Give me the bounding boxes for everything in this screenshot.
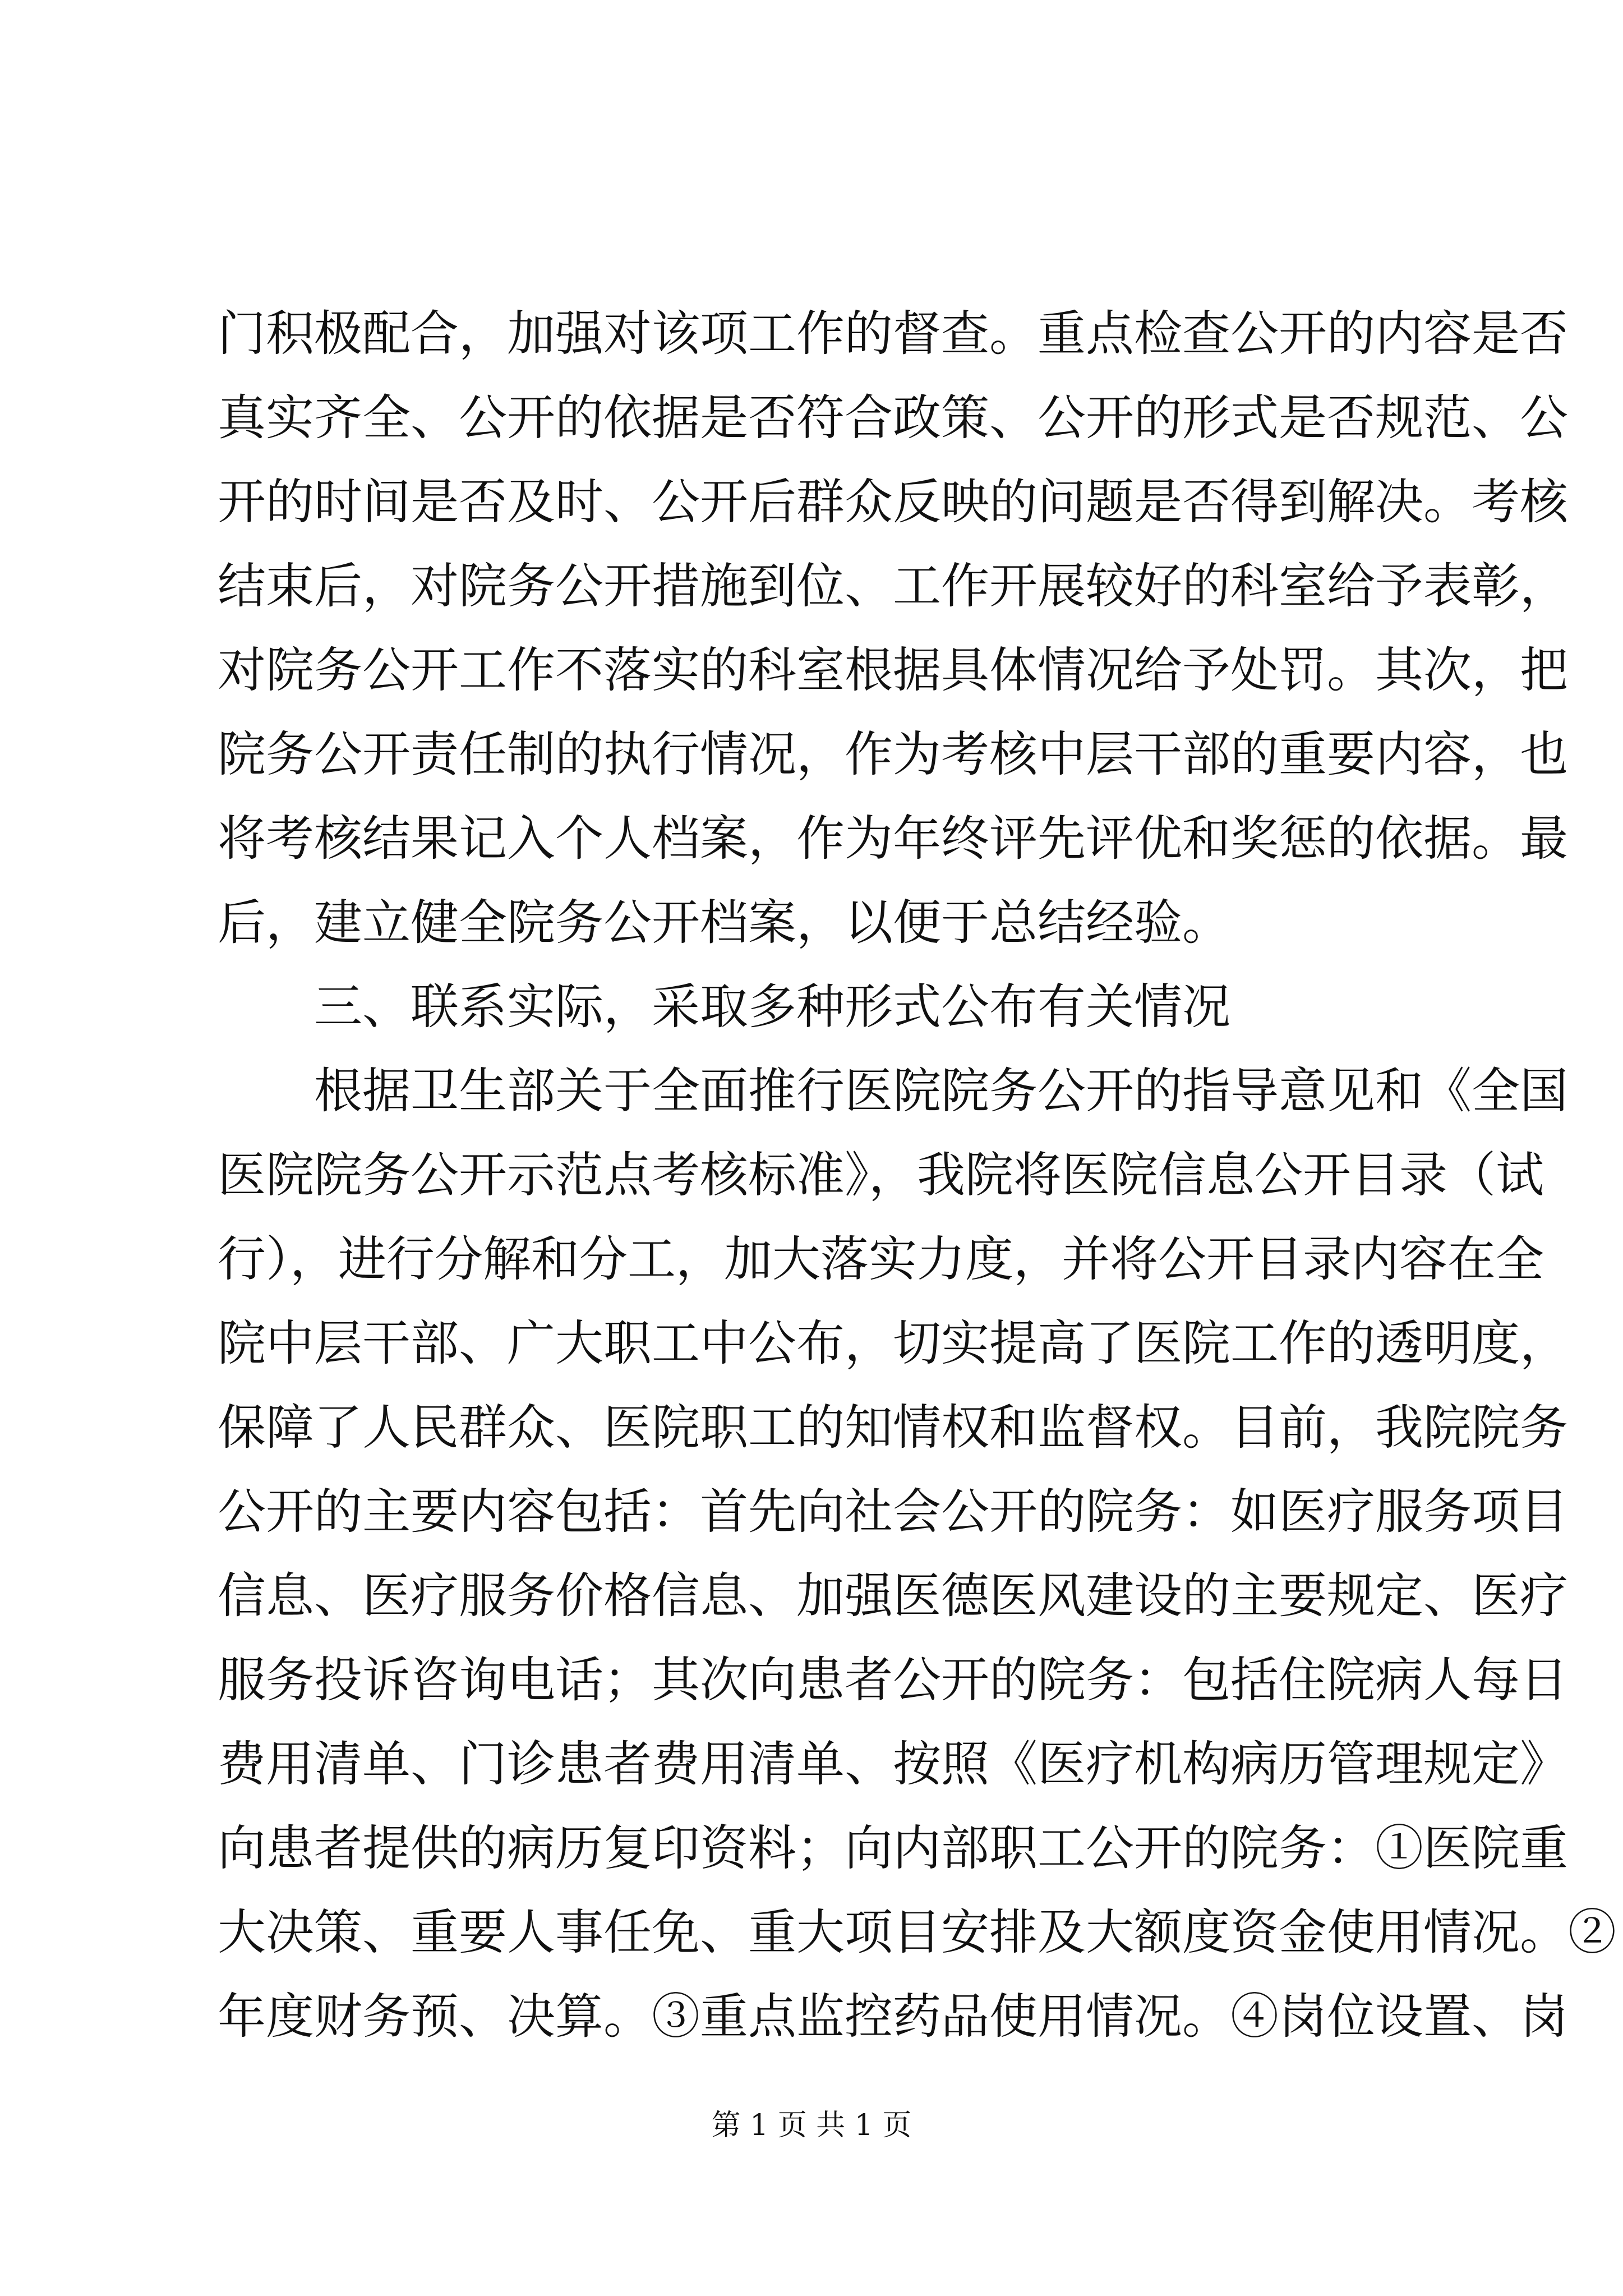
text-line: 大决策、重要人事任免、重大项目安排及大额度资金使用情况。② xyxy=(218,1904,1616,1961)
text-line: 年度财务预、决算。③重点监控药品使用情况。④岗位设置、岗 xyxy=(218,1989,1568,2045)
text-line: 公开的主要内容包括：首先向社会公开的院务：如医疗服务项目 xyxy=(218,1484,1568,1540)
text-line: 将考核结果记入个人档案，作为年终评先评优和奖惩的依据。最 xyxy=(218,811,1568,867)
text-line: 院务公开责任制的执行情况，作为考核中层干部的重要内容，也 xyxy=(218,726,1568,783)
text-line: 根据卫生部关于全面推行医院院务公开的指导意见和《全国 xyxy=(314,1063,1568,1119)
text-line: 费用清单、门诊患者费用清单、按照《医疗机构病历管理规定》 xyxy=(218,1736,1568,1792)
text-line: 院中层干部、广大职工中公布，切实提高了医院工作的透明度， xyxy=(218,1315,1568,1372)
text-line: 门积极配合，加强对该项工作的督查。重点检查公开的内容是否 xyxy=(218,306,1568,362)
text-line: 后，建立健全院务公开档案，以便于总结经验。 xyxy=(218,895,1230,951)
text-line: 服务投诉咨询电话；其次向患者公开的院务：包括住院病人每日 xyxy=(218,1652,1568,1708)
text-line: 向患者提供的病历复印资料；向内部职工公开的院务：①医院重 xyxy=(218,1820,1568,1876)
page-footer: 第 1 页 共 1 页 xyxy=(711,2109,912,2142)
text-line: 开的时间是否及时、公开后群众反映的问题是否得到解决。考核 xyxy=(218,474,1568,530)
section-heading: 三、联系实际，采取多种形式公布有关情况 xyxy=(314,979,1230,1035)
text-line: 保障了人民群众、医院职工的知情权和监督权。目前，我院院务 xyxy=(218,1400,1568,1456)
text-line: 真实齐全、公开的依据是否符合政策、公开的形式是否规范、公 xyxy=(218,390,1568,446)
text-line: 结束后，对院务公开措施到位、工作开展较好的科室给予表彰， xyxy=(218,558,1568,614)
text-line: 行），进行分解和分工，加大落实力度，并将公开目录内容在全 xyxy=(218,1231,1544,1287)
text-line: 医院院务公开示范点考核标准》，我院将医院信息公开目录（试 xyxy=(218,1147,1544,1203)
text-line: 对院务公开工作不落实的科室根据具体情况给予处罚。其次，把 xyxy=(218,642,1568,698)
text-line: 信息、医疗服务价格信息、加强医德医风建设的主要规定、医疗 xyxy=(218,1568,1568,1624)
